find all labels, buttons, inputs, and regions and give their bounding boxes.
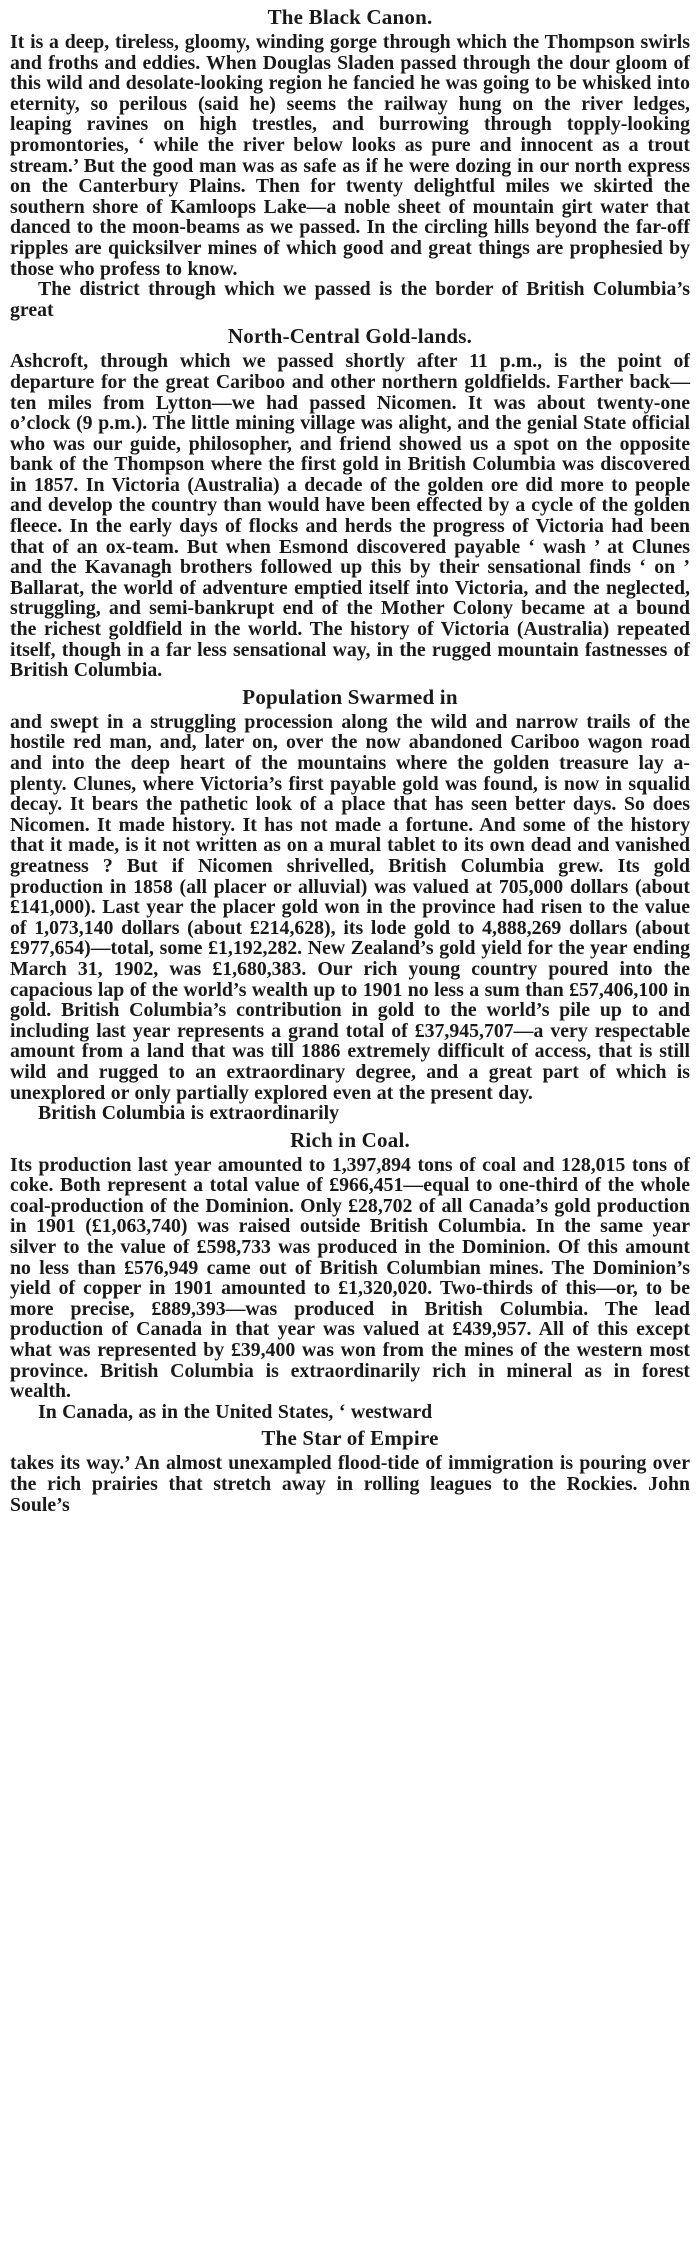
section-heading-north-central-gold-lands: North-Central Gold-lands. [227,324,473,349]
section-heading-black-canon: The Black Canon. [267,5,433,29]
section-heading-star-of-empire: The Star of Empire [261,1426,439,1451]
section-heading-rich-in-coal: Rich in Coal. [290,1127,410,1152]
paragraph-ashcroft: Ashcroft, through which we passed shortly after 11 p.m., is the point of departure for the great Cariboo and other northern goldfields. Farther back—ten miles from Lytton—we had passed Nicomen. It was about twenty-one o’clock (9 p.m.). The little mining village was alight, and the genial State official who was our guide, philosopher, and friend showed us a spot on the opposite bank of the Thompson where the first gold in British Columbia was discovered in 1857. In Victoria (Australia) a decade of the golden ore did more to people and develop the country than would have been effected by a cycle of the golden fleece. In the early days of flocks and herds the progress of Victoria had been that of an ox-team. But when Esmond discovered payable ‘ wash ’ at Clunes and the Kavanagh brothers followed up this by their sensational finds ‘ on ’ Ballarat, the world of adventure emptied itself into Victoria, and the neglected, struggling, and semi-bankrupt end of the Mother Colony became at a bound the richest goldfield in the world. The history of Victoria (Australia) repeated itself, though in a far less sensational way, in the rugged mountain fastnesses of British Columbia. [10,350,690,682]
section-heading-population-swarmed-in: Population Swarmed in [242,684,458,709]
paragraph-coal-production: Its production last year amounted to 1,397,894 tons of coal and 128,015 tons of coke. Both represent a total value of £966,451—equal to one-third of the whole coal-production of the Dominion. Only £28,702 of all Canada’s gold production in 1901 (£1,063,740) was raised outside British Columbia. In the same year silver to the value of £598,733 was produced in the Dominion. Of this amount no less than £576,949 came out of British Columbian mines. The Dominion’s yield of copper in 1901 amounted to £1,320,020. Two-thirds of this—or, to be more precise, £889,393—was produced in British Columbia. The lead production of Canada in that year was valued at £439,957. All of this except what was represented by £39,400 was won from the mines of the western most province. British Columbia is extraordinarily rich in mineral as in forest wealth. [10,1153,690,1403]
paragraph-westward: In Canada, as in the United States, ‘ westward [38,1400,433,1423]
paragraph-black-canon: It is a deep, tireless, gloomy, winding gorge through which the Thompson swirls and froths and eddies. When Douglas Sladen passed through the dour gloom of this wild and desolate-looking region he fancied he was going to be whisked into eternity, so perilous (said he) seems the railway hung on the river ledges, leaping ravines on high trestles, and burrowing through topply-looking promontories, ‘ while the river below looks as pure and innocent as a trout stream.’ But the good man was as safe as if he were dozing in our north express on the Canterbury Plains. Then for twenty delightful miles we skirted the southern shore of Kamloops Lake—a noble sheet of mountain girt water that danced to the moon-beams as we passed. In the circling hills beyond the far-off ripples are quicksilver mines of which good and great things are prophesied by those who profess to know. [10,31,690,280]
paragraph-immigration: takes its way.’ An almost unexampled flood-tide of immigration is pouring over the rich prairies that stretch away in rolling leagues to the Rockies. John Soule’s [10,1452,690,1516]
paragraph-border-of-british-columbia: The district through which we passed is the border of British Columbia’s great [10,278,690,321]
paragraph-swept-in-procession: and swept in a struggling procession along the wild and narrow trails of the hostile red man, and, later on, over the now abandoned Cariboo wagon road and into the deep heart of the mountains where the golden treasure lay a-plenty. Clunes, where Victoria’s first payable gold was found, is now in squalid decay. It bears the pathetic look of a place that has seen better days. So does Nicomen. It made history. It has not made a fortune. And some of the history that it made, is it not written as on a mural tablet to its own dead and vanished greatness ? But if Nicomen shrivelled, British Columbia grew. Its gold production in 1858 (all placer or alluvial) was valued at 705,000 dollars (about £141,000). Last year the placer gold won in the province had risen to the value of 1,073,140 dollars (about £214,628), its lode gold to 4,888,269 dollars (about £977,654)—total, some £1,192,282. New Zealand’s gold yield for the year ending March 31, 1902, was £1,680,383. Our rich young country poured into the capacious lap of the world’s wealth up to 1901 no less a sum than £57,406,100 in gold. British Columbia’s contribution in gold to the world’s pile up to and including last year represents a grand total of £37,945,707—a very respectable amount from a land that was till 1886 extremely difficult of access, that is still wild and rugged to an extraordinary degree, and a great part of which is unexplored or only partially explored even at the present day. [10,710,690,1104]
paragraph-extraordinarily: British Columbia is extraordinarily [38,1102,339,1125]
